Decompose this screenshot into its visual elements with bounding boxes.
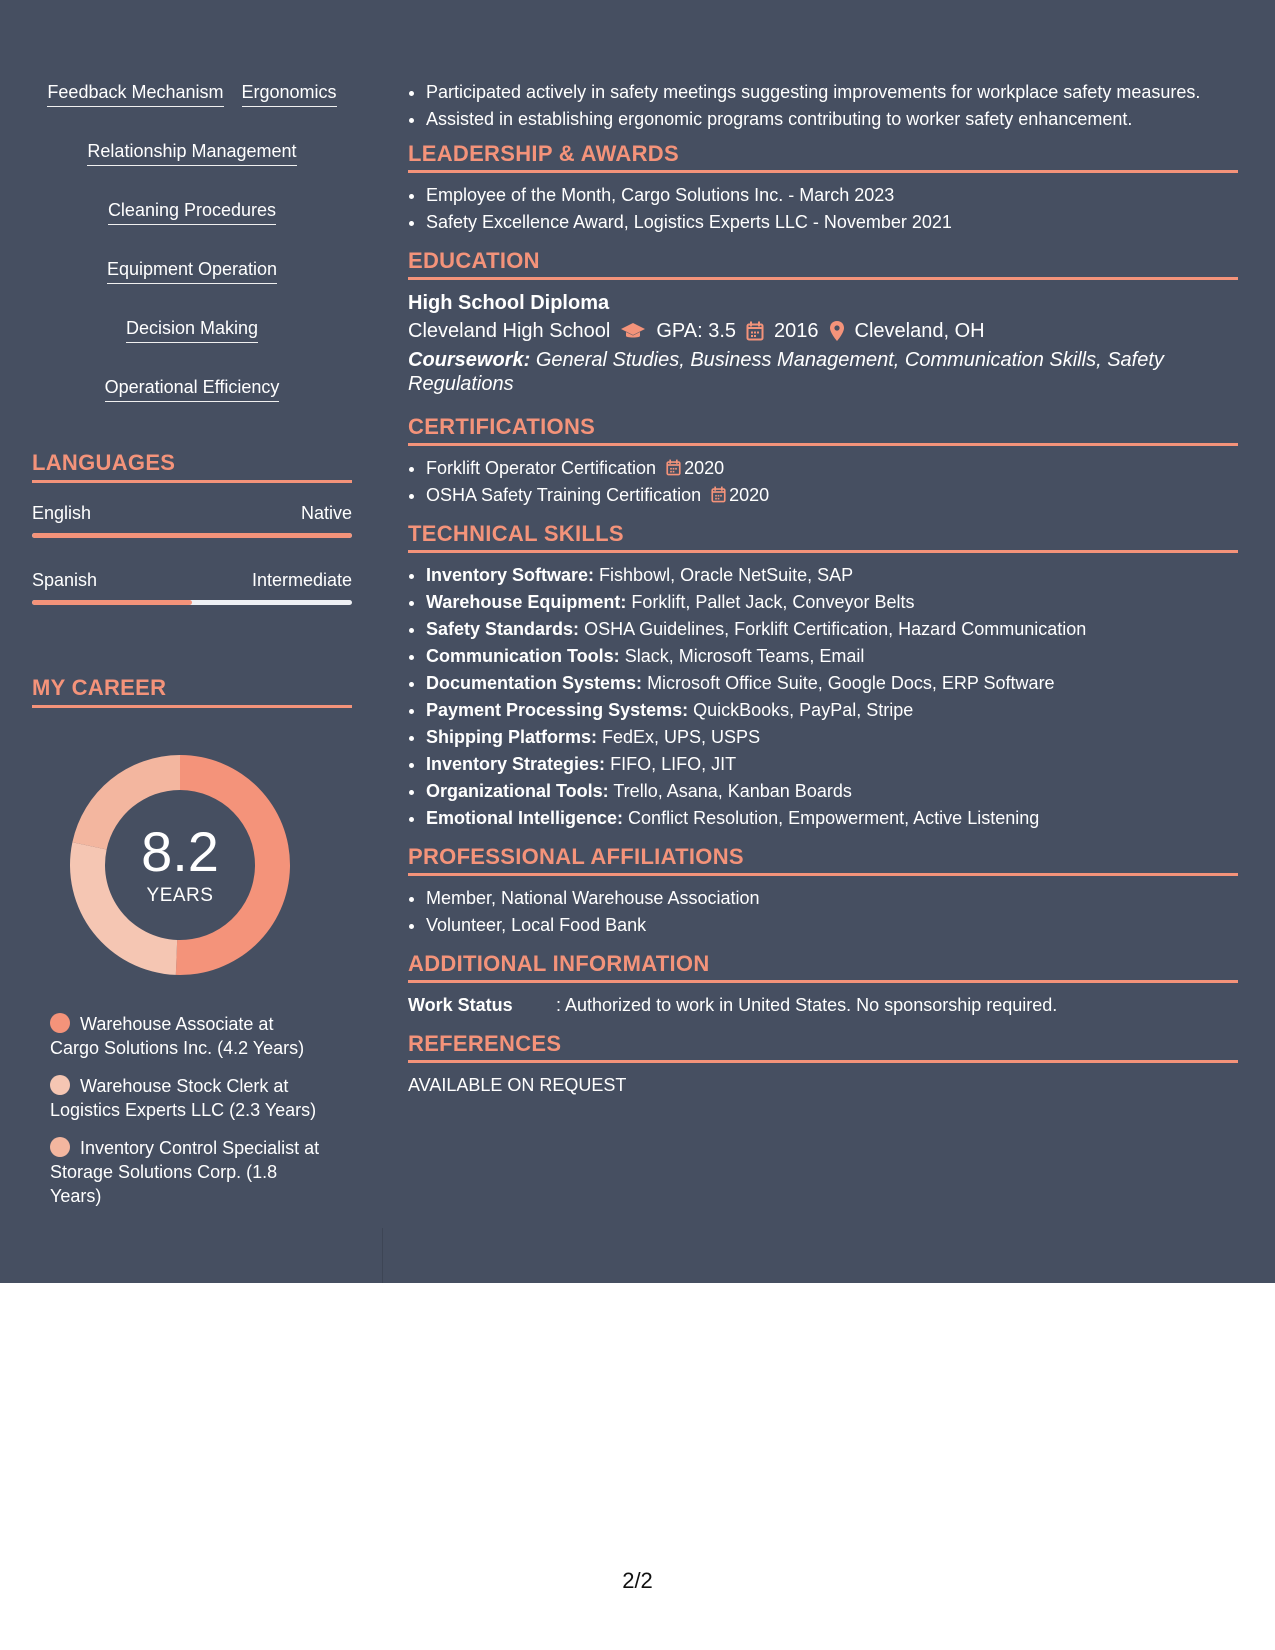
technical-skills-list <box>408 563 1238 830</box>
column-divider <box>382 1228 383 1283</box>
education-heading: EDUCATION <box>408 248 1238 280</box>
language-bar-fill <box>32 533 352 538</box>
work-status-row <box>408 993 1238 1017</box>
technical-skill-item: • Organizational Tools: Trello, Asana, Kanban Boards <box>426 779 1238 803</box>
education-coursework <box>408 348 1238 396</box>
languages-heading: LANGUAGES <box>32 450 352 483</box>
technical-skill-item: • Safety Standards: OSHA Guidelines, Forklift Certification, Hazard Communication <box>426 617 1238 641</box>
calendar-icon <box>666 459 681 476</box>
legend-dot-icon <box>50 1075 70 1095</box>
technical-skill-item: • Payment Processing Systems: QuickBooks, PayPal, Stripe <box>426 698 1238 722</box>
language-bar <box>32 533 352 538</box>
left-column <box>32 80 352 1222</box>
coursework-value: General Studies, Business Management, Communication Skills, Safety Regulations <box>408 349 1164 395</box>
coursework-label: Coursework: <box>408 349 531 371</box>
work-status-value: : Authorized to work in United States. No sponsorship required. <box>556 995 1058 1015</box>
education-degree: High School Diploma <box>408 292 610 314</box>
award-item: • Safety Excellence Award, Logistics Experts LLC - November 2021 <box>426 210 1238 234</box>
certification-year: 2020 <box>684 458 725 478</box>
language-level: Intermediate <box>251 570 352 590</box>
language-name: Spanish <box>32 570 98 590</box>
career-legend-item: Warehouse Stock Clerk at Logistics Experts LLC (2.3 Years) <box>50 1076 317 1120</box>
technical-skill-item: • Inventory Software: Fishbowl, Oracle NetSuite, SAP <box>426 563 1238 587</box>
legend-dot-icon <box>50 1013 70 1033</box>
certification-item: • OSHA Safety Training Certification 2020 <box>426 483 1238 507</box>
career-heading: MY CAREER <box>32 675 352 708</box>
technical-skill-item: • Documentation Systems: Microsoft Office Suite, Google Docs, ERP Software <box>426 671 1238 695</box>
certification-year: 2020 <box>729 485 770 505</box>
career-legend <box>32 1012 352 1208</box>
language-item <box>32 501 352 538</box>
education-year: 2016 <box>774 320 819 342</box>
career-total-years: 8.2 <box>141 820 219 883</box>
career-legend-item: Inventory Control Specialist at Storage Solutions Corp. (1.8 Years) <box>50 1138 320 1206</box>
language-item <box>32 568 352 605</box>
experience-bullet: • Assisted in establishing ergonomic programs contributing to worker safety enhancement. <box>426 107 1238 131</box>
education-meta <box>408 316 1238 346</box>
affiliation-item: • Member, National Warehouse Association <box>426 886 1238 910</box>
skill-tag: Operational Efficiency <box>105 375 280 402</box>
calendar-icon <box>711 486 726 503</box>
technical-skill-item: • Emotional Intelligence: Conflict Resolution, Empowerment, Active Listening <box>426 806 1238 830</box>
skill-tag: Relationship Management <box>87 139 296 166</box>
page-number: 2/2 <box>622 1568 653 1593</box>
language-name: English <box>32 503 92 523</box>
education-gpa: GPA: 3.5 <box>656 320 737 342</box>
affiliation-item: • Volunteer, Local Food Bank <box>426 913 1238 937</box>
skill-tag: Cleaning Procedures <box>108 198 276 225</box>
education-school: Cleveland High School <box>408 320 611 342</box>
additional-info-heading: ADDITIONAL INFORMATION <box>408 951 1238 983</box>
skill-tag: Feedback Mechanism <box>47 80 223 107</box>
certification-item: • Forklift Operator Certification 2020 <box>426 456 1238 480</box>
calendar-icon <box>746 321 764 341</box>
work-status-label: Work Status <box>408 995 513 1015</box>
certifications-heading: CERTIFICATIONS <box>408 414 1238 446</box>
skill-tag: Decision Making <box>126 316 258 343</box>
experience-bullet: • Participated actively in safety meetings suggesting improvements for workplace safety measures. <box>426 80 1238 104</box>
technical-skill-item: • Communication Tools: Slack, Microsoft Teams, Email <box>426 644 1238 668</box>
skill-tag: Equipment Operation <box>107 257 277 284</box>
right-column <box>408 80 1238 1097</box>
awards-list <box>408 183 1238 234</box>
career-donut-chart <box>65 750 295 980</box>
technical-skill-item: • Warehouse Equipment: Forklift, Pallet Jack, Conveyor Belts <box>426 590 1238 614</box>
graduation-cap-icon <box>620 321 646 341</box>
technical-skill-item: • Shipping Platforms: FedEx, UPS, USPS <box>426 725 1238 749</box>
education-location: Cleveland, OH <box>854 320 985 342</box>
language-bar <box>32 600 352 605</box>
skill-tag: Ergonomics <box>242 80 337 107</box>
experience-bullets <box>408 80 1238 131</box>
location-pin-icon <box>829 320 845 342</box>
language-bar-fill <box>32 600 192 605</box>
affiliations-heading: PROFESSIONAL AFFILIATIONS <box>408 844 1238 876</box>
affiliations-list <box>408 886 1238 937</box>
career-legend-item: Warehouse Associate at Cargo Solutions Inc. (4.2 Years) <box>50 1014 305 1058</box>
technical-skills-heading: TECHNICAL SKILLS <box>408 521 1238 553</box>
legend-dot-icon <box>50 1137 70 1157</box>
certifications-list <box>408 456 1238 507</box>
language-level: Native <box>300 503 352 523</box>
technical-skill-item: • Inventory Strategies: FIFO, LIFO, JIT <box>426 752 1238 776</box>
references-heading: REFERENCES <box>408 1031 1238 1063</box>
references-text: AVAILABLE ON REQUEST <box>408 1075 627 1095</box>
award-item: • Employee of the Month, Cargo Solutions Inc. - March 2023 <box>426 183 1238 207</box>
skill-tags <box>32 80 352 402</box>
awards-heading: LEADERSHIP & AWARDS <box>408 141 1238 173</box>
career-years-label: YEARS <box>146 885 214 906</box>
